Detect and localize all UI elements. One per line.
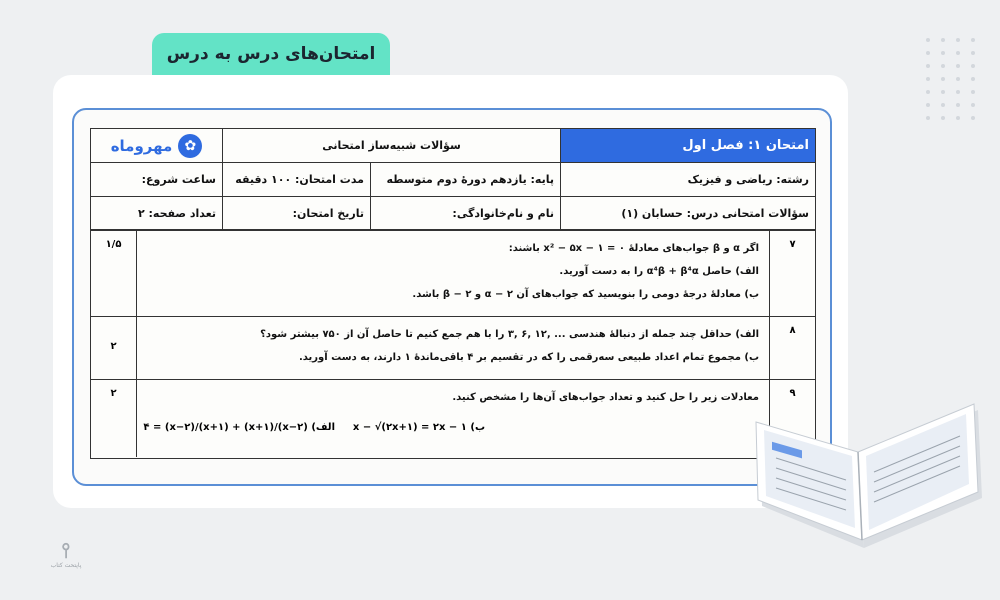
butterfly-logo-icon: ✿ bbox=[178, 134, 202, 158]
equation-b-text: x − √(۲x+۱) = ۲x − ۱ bbox=[352, 422, 467, 433]
question-body bbox=[251, 386, 759, 409]
logo-text: مهروماه bbox=[110, 136, 173, 155]
question-line: اگر α و β جواب‌های معادلهٔ x² − ۵x − ۱ = ۰ باشند: bbox=[508, 243, 759, 254]
pages-label: تعداد صفحه: ۲ bbox=[137, 206, 216, 220]
question-score: ۲ bbox=[91, 380, 137, 457]
decorative-dots bbox=[926, 38, 976, 120]
question-line: ب) معادلهٔ درجهٔ دومی را بنویسید که جواب‌های آن α − ۲ و β − ۲ باشد. bbox=[412, 289, 759, 300]
start-time-label: ساعت شروع: bbox=[141, 173, 216, 186]
question-row bbox=[91, 231, 815, 317]
duration-label: مدت امتحان: ۱۰۰ دقیقه bbox=[222, 163, 370, 196]
name-label: نام و نام‌خانوادگی: bbox=[370, 197, 560, 229]
brand-text: پاپتحت کتاب bbox=[50, 562, 82, 569]
brand-mark bbox=[46, 538, 86, 569]
banner-title: امتحان‌های درس به درس bbox=[166, 44, 376, 64]
question-row bbox=[91, 317, 815, 380]
exam-sheet bbox=[90, 128, 816, 459]
question-line: معادلات زیر را حل کنید و تعداد جواب‌های آن‌ها را مشخص کنید. bbox=[452, 392, 759, 403]
question-number: ۹ bbox=[769, 380, 815, 457]
header-row-3 bbox=[91, 197, 815, 231]
grade-label: پایه: یازدهم دورهٔ دوم متوسطه bbox=[370, 163, 560, 196]
equation-a bbox=[143, 422, 335, 433]
question-body bbox=[151, 237, 759, 306]
exam-title: امتحان ۱: فصل اول bbox=[560, 129, 815, 162]
header-row-1 bbox=[91, 129, 815, 163]
equation-b bbox=[353, 422, 485, 433]
equation-a-label: الف) bbox=[311, 422, 335, 433]
logo bbox=[91, 129, 222, 162]
question-line: الف) حاصل α⁴β + β⁴α را به دست آورید. bbox=[559, 266, 759, 277]
date-label: تاریخ امتحان: bbox=[222, 197, 370, 229]
subject-label: سؤالات امتحانی درس: حسابان (۱) bbox=[560, 197, 815, 229]
equation-b-label: ب) bbox=[470, 422, 485, 433]
question-score: ۲ bbox=[91, 317, 137, 379]
question-line: ب) مجموع تمام اعداد طبیعی سه‌رقمی را که در تقسیم بر ۴ باقی‌ماندهٔ ۱ دارند، به دست آورید. bbox=[298, 352, 759, 363]
brand-logo-icon: ⫯ bbox=[61, 538, 71, 562]
header-row-2 bbox=[91, 163, 815, 197]
open-book-illustration bbox=[752, 388, 984, 548]
question-body bbox=[201, 323, 759, 369]
question-row bbox=[91, 380, 815, 457]
banner-tab bbox=[152, 33, 390, 75]
field-label: رشته: ریاضی و فیزیک bbox=[560, 163, 815, 196]
question-line: الف) حداقل چند جمله از دنبالهٔ هندسی ... ,۱۲ ,۶ ,۳ را با هم جمع کنیم تا حاصل آن از ۷۵۰ بیشتر شود؟ bbox=[260, 329, 759, 340]
question-number: ۸ bbox=[769, 317, 815, 379]
equation-a-text: (x−۲)/(x+۱) + (x+۱)/(x−۲) = ۴ bbox=[143, 422, 308, 433]
question-score: ۱/۵ bbox=[91, 231, 137, 316]
exam-subtitle: سؤالات شبیه‌ساز امتحانی bbox=[222, 129, 560, 162]
question-number: ۷ bbox=[769, 231, 815, 316]
